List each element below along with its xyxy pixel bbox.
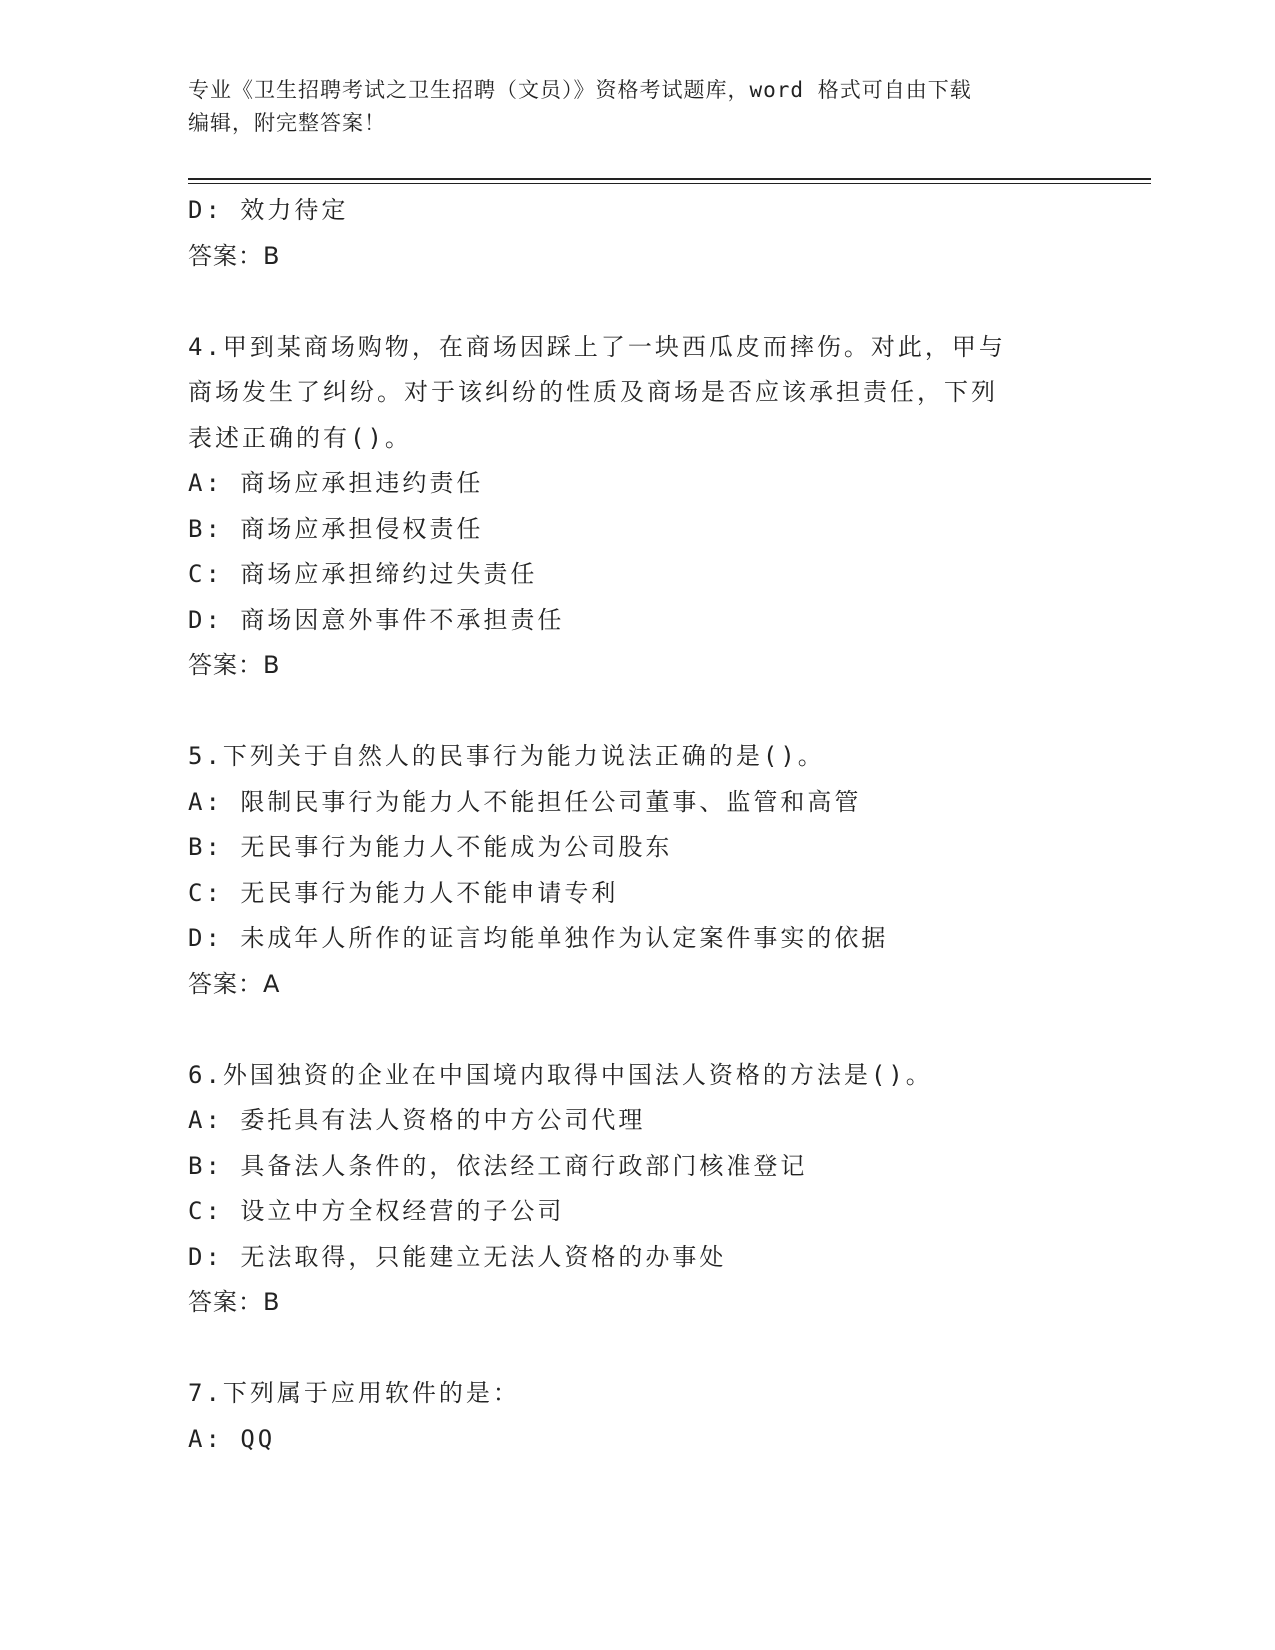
- question-5: [188, 734, 1088, 1007]
- question-7: [188, 1371, 1088, 1462]
- option-b: B: 具备法人条件的，依法经工商行政部门核准登记: [188, 1151, 808, 1180]
- question-stem-line: 商场发生了纠纷。对于该纠纷的性质及商场是否应该承担责任，下列: [188, 378, 998, 406]
- header-divider-thin: [188, 183, 1151, 184]
- question-3-tail: [188, 188, 1088, 279]
- option-a: A: 委托具有法人资格的中方公司代理: [188, 1106, 646, 1134]
- question-stem-line: 6.外国独资的企业在中国境内取得中国法人资格的方法是()。: [188, 1060, 933, 1089]
- option-d: D: 无法取得，只能建立无法人资格的办事处: [188, 1242, 727, 1271]
- question-stem-line: 4.甲到某商场购物，在商场因踩上了一块西瓜皮而摔伤。对此，甲与: [188, 332, 1006, 361]
- question-stem-line: 表述正确的有()。: [188, 423, 412, 452]
- spacer: [188, 689, 1088, 735]
- option-c: C: 商场应承担缔约过失责任: [188, 560, 538, 588]
- option-b: B: 无民事行为能力人不能成为公司股东: [188, 833, 673, 861]
- answer-line: 答案：B: [188, 241, 281, 270]
- spacer: [188, 1007, 1088, 1053]
- question-stem-line: 7.下列属于应用软件的是：: [188, 1379, 520, 1407]
- document-body: [188, 188, 1088, 1462]
- header-divider-thick: [188, 178, 1151, 180]
- option-c: C: 无民事行为能力人不能申请专利: [188, 878, 619, 907]
- option-d: D: 商场因意外事件不承担责任: [188, 605, 565, 634]
- spacer: [188, 1326, 1088, 1372]
- option-d: D: 效力待定: [188, 196, 349, 224]
- header-line-2: 编辑，附完整答案！: [188, 111, 386, 135]
- question-6: [188, 1053, 1088, 1326]
- answer-line: 答案：B: [188, 1288, 281, 1316]
- option-a: A: 限制民事行为能力人不能担任公司董事、监管和高管: [188, 787, 862, 816]
- option-d: D: 未成年人所作的证言均能单独作为认定案件事实的依据: [188, 924, 889, 952]
- option-a: A: QQ: [188, 1424, 276, 1453]
- document-header: [188, 74, 1088, 140]
- answer-line: 答案：B: [188, 651, 281, 679]
- option-b: B: 商场应承担侵权责任: [188, 514, 484, 543]
- option-a: A: 商场应承担违约责任: [188, 469, 484, 497]
- question-stem-line: 5.下列关于自然人的民事行为能力说法正确的是()。: [188, 742, 825, 770]
- answer-line: 答案：A: [188, 969, 281, 998]
- option-c: C: 设立中方全权经营的子公司: [188, 1197, 565, 1225]
- header-line-1: 专业《卫生招聘考试之卫生招聘（文员）》资格考试题库，word 格式可自由下载: [188, 78, 972, 102]
- question-4: [188, 325, 1088, 689]
- spacer: [188, 279, 1088, 325]
